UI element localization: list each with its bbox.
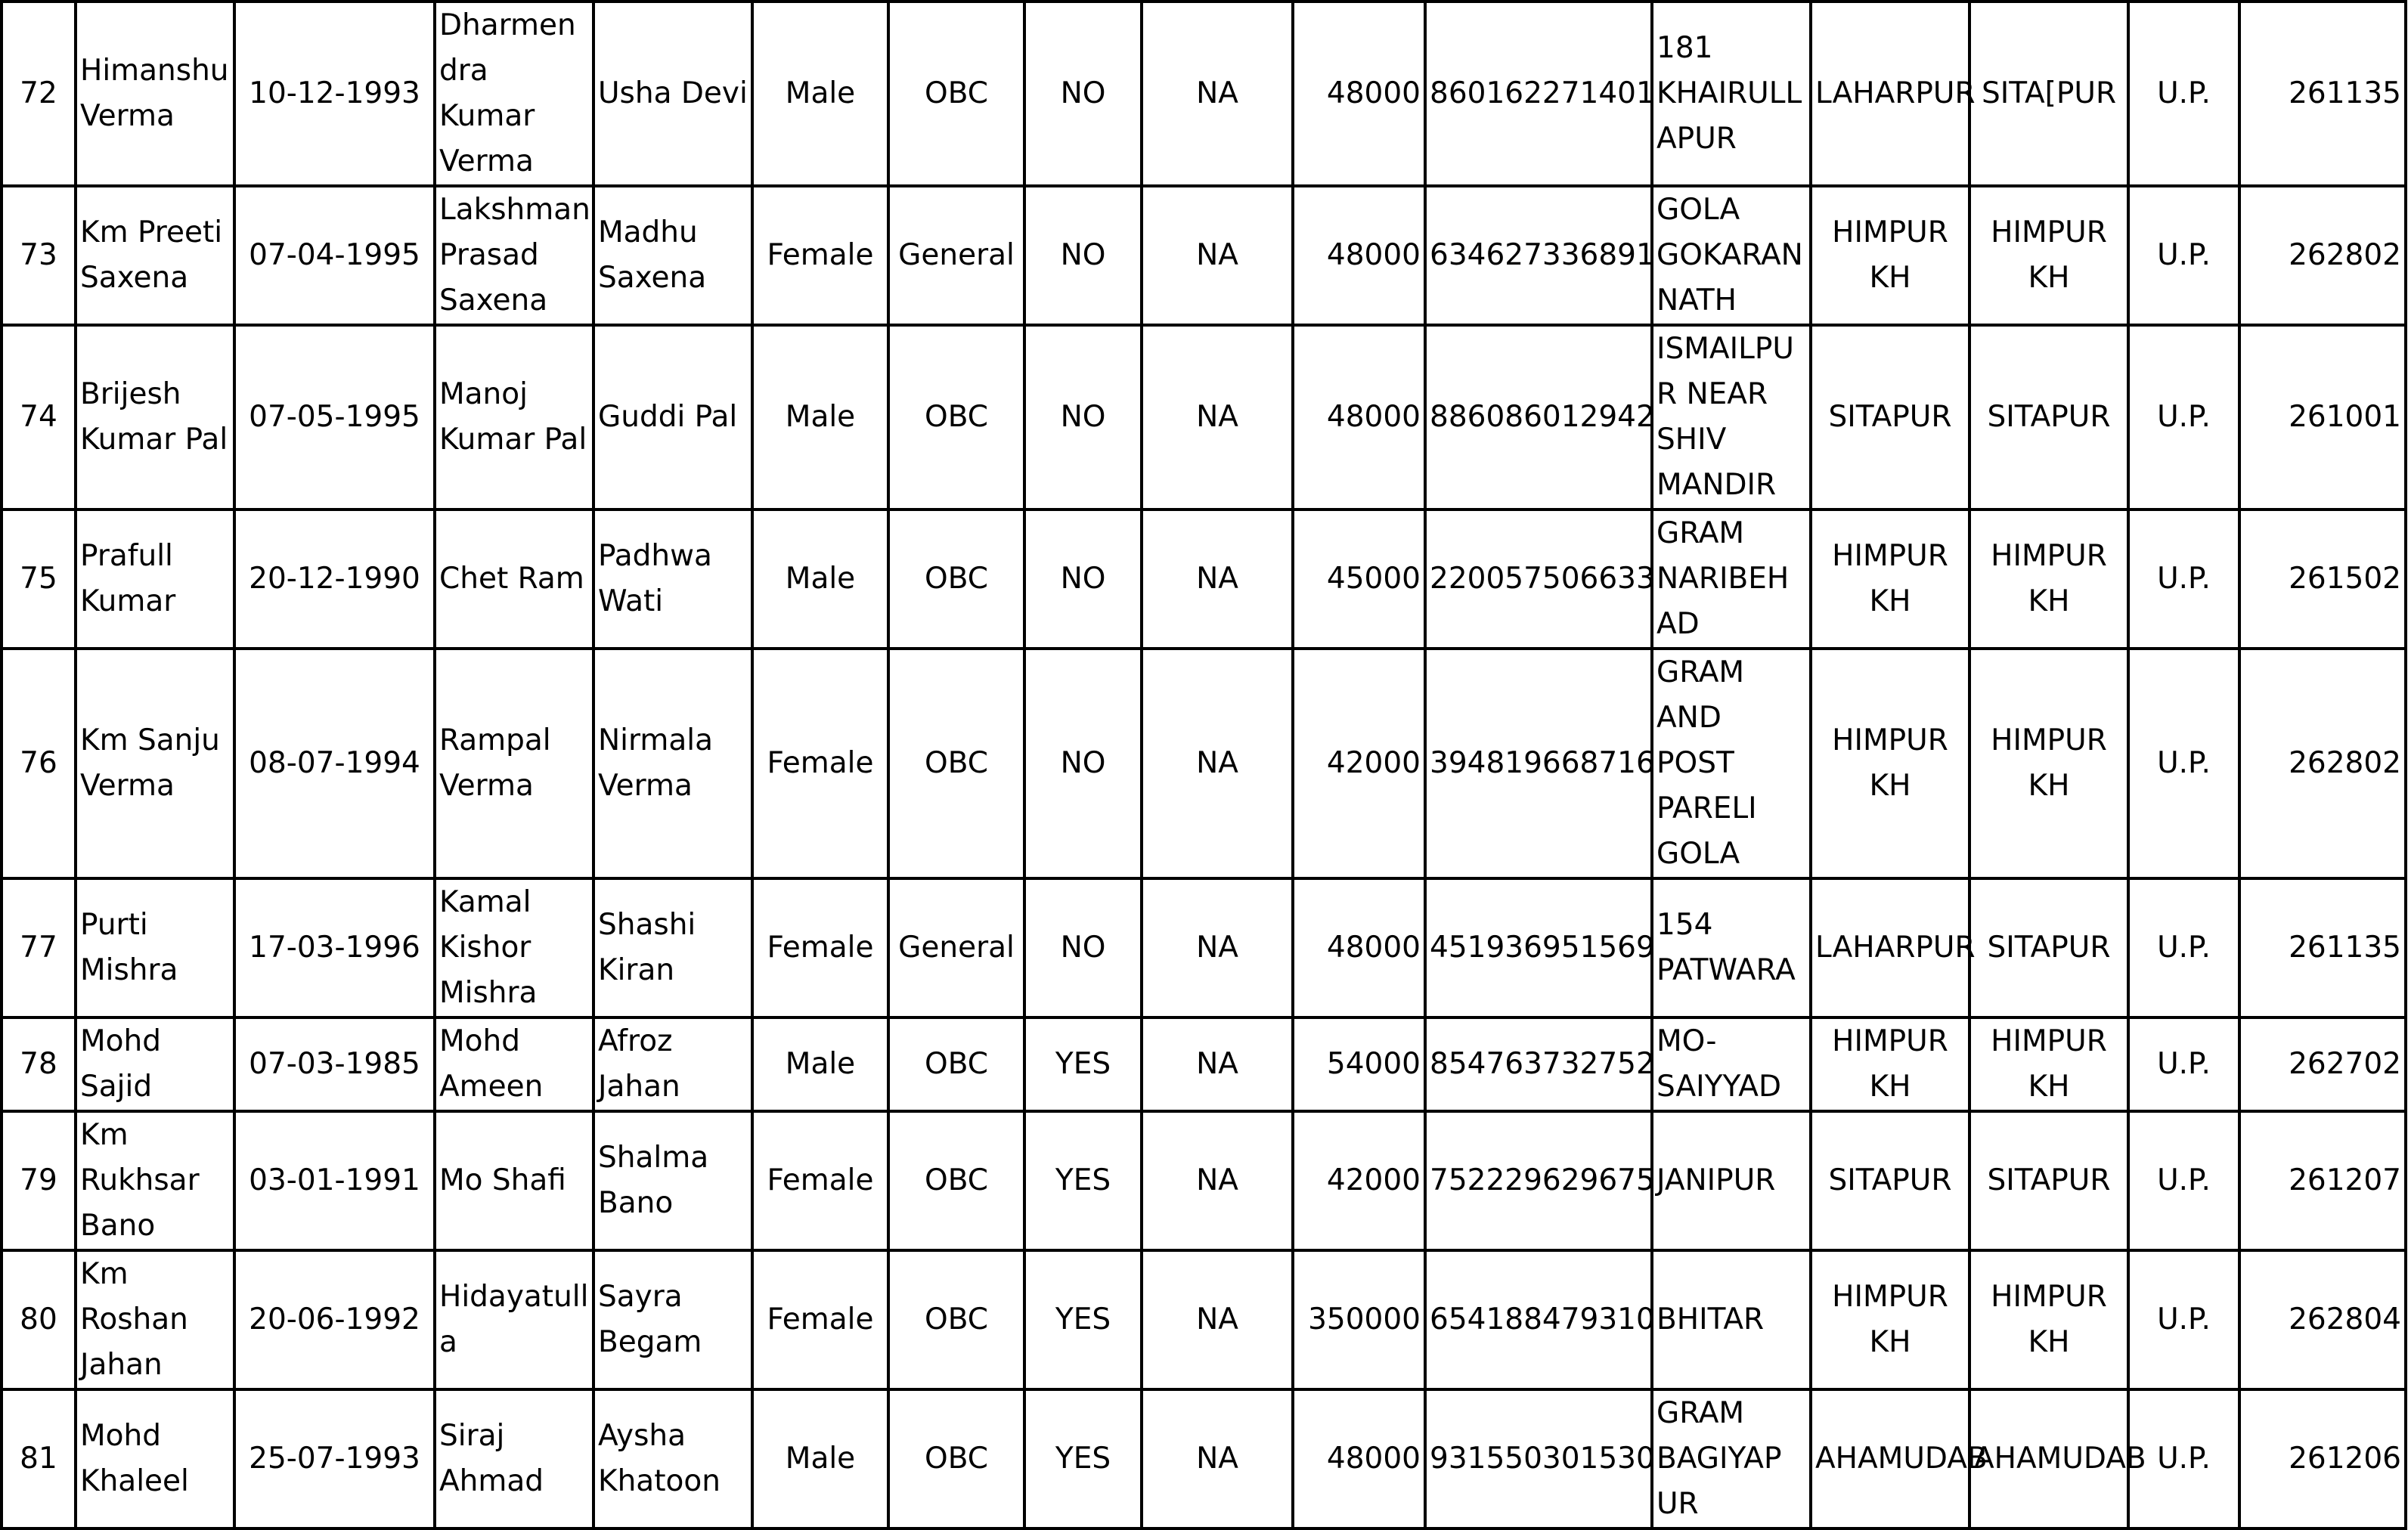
minority-cell: YES <box>1024 1017 1142 1111</box>
student-name-cell: Prafull Kumar <box>76 509 234 649</box>
minority-cell: YES <box>1024 1111 1142 1250</box>
district-cell: SITAPUR <box>1969 325 2128 509</box>
pincode-cell: 261207 <box>2239 1111 2406 1250</box>
minority-cell: YES <box>1024 1250 1142 1389</box>
pincode-cell: 261135 <box>2239 878 2406 1017</box>
minority-cell: NO <box>1024 878 1142 1017</box>
gender-cell: Male <box>752 325 888 509</box>
state-cell: U.P. <box>2128 1389 2239 1528</box>
category-cell: General <box>888 186 1024 325</box>
district-cell: AHAMUDAB <box>1969 1389 2128 1528</box>
father-name-cell: Dharmen dra Kumar Verma <box>435 2 593 186</box>
income-cell: 42000 <box>1293 649 1425 878</box>
date-of-birth-cell: 20-06-1992 <box>234 1250 435 1389</box>
aadhaar-number-cell: 752229629675 <box>1425 1111 1652 1250</box>
tehsil-cell: HIMPUR KH <box>1811 509 1969 649</box>
mother-name-cell: Shashi Kiran <box>593 878 752 1017</box>
table-row <box>2 1389 2406 1528</box>
father-name-cell: Siraj Ahmad <box>435 1389 593 1528</box>
father-name-cell: Hidayatull a <box>435 1250 593 1389</box>
table-row <box>2 325 2406 509</box>
mother-name-cell: Sayra Begam <box>593 1250 752 1389</box>
state-cell: U.P. <box>2128 186 2239 325</box>
student-name-cell: Km Roshan Jahan <box>76 1250 234 1389</box>
gender-cell: Female <box>752 878 888 1017</box>
date-of-birth-cell: 03-01-1991 <box>234 1111 435 1250</box>
state-cell: U.P. <box>2128 2 2239 186</box>
table-row <box>2 2 2406 186</box>
tehsil-cell: AHAMUDAB <box>1811 1389 1969 1528</box>
tehsil-cell: HIMPUR KH <box>1811 1250 1969 1389</box>
disability-cell: NA <box>1142 878 1293 1017</box>
category-cell: OBC <box>888 509 1024 649</box>
pincode-cell: 262702 <box>2239 1017 2406 1111</box>
date-of-birth-cell: 07-04-1995 <box>234 186 435 325</box>
category-cell: OBC <box>888 1389 1024 1528</box>
gender-cell: Male <box>752 2 888 186</box>
table-row <box>2 649 2406 878</box>
category-cell: OBC <box>888 649 1024 878</box>
minority-cell: YES <box>1024 1389 1142 1528</box>
tehsil-cell: LAHARPUR <box>1811 878 1969 1017</box>
student-name-cell: Mohd Khaleel <box>76 1389 234 1528</box>
disability-cell: NA <box>1142 2 1293 186</box>
date-of-birth-cell: 07-05-1995 <box>234 325 435 509</box>
district-cell: HIMPUR KH <box>1969 1017 2128 1111</box>
address-cell: 181 KHAIRULL APUR <box>1652 2 1811 186</box>
disability-cell: NA <box>1142 1017 1293 1111</box>
address-cell: GRAM AND POST PARELI GOLA <box>1652 649 1811 878</box>
category-cell: OBC <box>888 1111 1024 1250</box>
table-body <box>2 2 2406 1528</box>
gender-cell: Male <box>752 1017 888 1111</box>
district-cell: SITAPUR <box>1969 878 2128 1017</box>
student-name-cell: Himanshu Verma <box>76 2 234 186</box>
address-cell: 154 PATWARA <box>1652 878 1811 1017</box>
district-cell: HIMPUR KH <box>1969 186 2128 325</box>
aadhaar-number-cell: 886086012942 <box>1425 325 1652 509</box>
student-name-cell: Km Sanju Verma <box>76 649 234 878</box>
district-cell: HIMPUR KH <box>1969 1250 2128 1389</box>
income-cell: 42000 <box>1293 1111 1425 1250</box>
pincode-cell: 261001 <box>2239 325 2406 509</box>
gender-cell: Male <box>752 1389 888 1528</box>
minority-cell: NO <box>1024 186 1142 325</box>
income-cell: 48000 <box>1293 186 1425 325</box>
father-name-cell: Lakshman Prasad Saxena <box>435 186 593 325</box>
serial-number-cell: 74 <box>2 325 76 509</box>
category-cell: OBC <box>888 2 1024 186</box>
minority-cell: NO <box>1024 509 1142 649</box>
serial-number-cell: 76 <box>2 649 76 878</box>
disability-cell: NA <box>1142 649 1293 878</box>
minority-cell: NO <box>1024 2 1142 186</box>
address-cell: GRAM NARIBEH AD <box>1652 509 1811 649</box>
date-of-birth-cell: 07-03-1985 <box>234 1017 435 1111</box>
income-cell: 350000 <box>1293 1250 1425 1389</box>
mother-name-cell: Nirmala Verma <box>593 649 752 878</box>
aadhaar-number-cell: 451936951569 <box>1425 878 1652 1017</box>
mother-name-cell: Padhwa Wati <box>593 509 752 649</box>
address-cell: MO- SAIYYAD <box>1652 1017 1811 1111</box>
district-cell: HIMPUR KH <box>1969 649 2128 878</box>
district-cell: HIMPUR KH <box>1969 509 2128 649</box>
income-cell: 48000 <box>1293 878 1425 1017</box>
date-of-birth-cell: 08-07-1994 <box>234 649 435 878</box>
tehsil-cell: HIMPUR KH <box>1811 649 1969 878</box>
disability-cell: NA <box>1142 325 1293 509</box>
minority-cell: NO <box>1024 649 1142 878</box>
aadhaar-number-cell: 931550301530 <box>1425 1389 1652 1528</box>
address-cell: GOLA GOKARAN NATH <box>1652 186 1811 325</box>
serial-number-cell: 73 <box>2 186 76 325</box>
serial-number-cell: 75 <box>2 509 76 649</box>
mother-name-cell: Madhu Saxena <box>593 186 752 325</box>
date-of-birth-cell: 25-07-1993 <box>234 1389 435 1528</box>
tehsil-cell: HIMPUR KH <box>1811 1017 1969 1111</box>
aadhaar-number-cell: 634627336891 <box>1425 186 1652 325</box>
minority-cell: NO <box>1024 325 1142 509</box>
aadhaar-number-cell: 220057506633 <box>1425 509 1652 649</box>
state-cell: U.P. <box>2128 1111 2239 1250</box>
student-name-cell: Purti Mishra <box>76 878 234 1017</box>
district-cell: SITA[PUR <box>1969 2 2128 186</box>
serial-number-cell: 81 <box>2 1389 76 1528</box>
state-cell: U.P. <box>2128 325 2239 509</box>
serial-number-cell: 72 <box>2 2 76 186</box>
address-cell: BHITAR <box>1652 1250 1811 1389</box>
father-name-cell: Mohd Ameen <box>435 1017 593 1111</box>
disability-cell: NA <box>1142 1111 1293 1250</box>
tehsil-cell: SITAPUR <box>1811 325 1969 509</box>
pincode-cell: 262802 <box>2239 186 2406 325</box>
state-cell: U.P. <box>2128 1250 2239 1389</box>
income-cell: 45000 <box>1293 509 1425 649</box>
date-of-birth-cell: 20-12-1990 <box>234 509 435 649</box>
table-row <box>2 1111 2406 1250</box>
disability-cell: NA <box>1142 186 1293 325</box>
gender-cell: Female <box>752 1250 888 1389</box>
state-cell: U.P. <box>2128 878 2239 1017</box>
pincode-cell: 262804 <box>2239 1250 2406 1389</box>
state-cell: U.P. <box>2128 649 2239 878</box>
mother-name-cell: Afroz Jahan <box>593 1017 752 1111</box>
table-row <box>2 509 2406 649</box>
gender-cell: Female <box>752 186 888 325</box>
father-name-cell: Kamal Kishor Mishra <box>435 878 593 1017</box>
table-row <box>2 1017 2406 1111</box>
aadhaar-number-cell: 654188479310 <box>1425 1250 1652 1389</box>
table-row <box>2 186 2406 325</box>
serial-number-cell: 80 <box>2 1250 76 1389</box>
serial-number-cell: 79 <box>2 1111 76 1250</box>
gender-cell: Female <box>752 649 888 878</box>
aadhaar-number-cell: 854763732752 <box>1425 1017 1652 1111</box>
category-cell: OBC <box>888 1250 1024 1389</box>
father-name-cell: Mo Shafi <box>435 1111 593 1250</box>
pincode-cell: 261502 <box>2239 509 2406 649</box>
student-name-cell: Km Preeti Saxena <box>76 186 234 325</box>
category-cell: OBC <box>888 325 1024 509</box>
income-cell: 48000 <box>1293 1389 1425 1528</box>
category-cell: OBC <box>888 1017 1024 1111</box>
district-cell: SITAPUR <box>1969 1111 2128 1250</box>
disability-cell: NA <box>1142 1389 1293 1528</box>
father-name-cell: Rampal Verma <box>435 649 593 878</box>
state-cell: U.P. <box>2128 509 2239 649</box>
address-cell: JANIPUR <box>1652 1111 1811 1250</box>
disability-cell: NA <box>1142 1250 1293 1389</box>
date-of-birth-cell: 17-03-1996 <box>234 878 435 1017</box>
mother-name-cell: Usha Devi <box>593 2 752 186</box>
tehsil-cell: HIMPUR KH <box>1811 186 1969 325</box>
income-cell: 48000 <box>1293 325 1425 509</box>
address-cell: GRAM BAGIYAP UR <box>1652 1389 1811 1528</box>
income-cell: 54000 <box>1293 1017 1425 1111</box>
pincode-cell: 261135 <box>2239 2 2406 186</box>
state-cell: U.P. <box>2128 1017 2239 1111</box>
aadhaar-number-cell: 394819668716 <box>1425 649 1652 878</box>
aadhaar-number-cell: 860162271401 <box>1425 2 1652 186</box>
pincode-cell: 262802 <box>2239 649 2406 878</box>
gender-cell: Male <box>752 509 888 649</box>
father-name-cell: Manoj Kumar Pal <box>435 325 593 509</box>
student-name-cell: Mohd Sajid <box>76 1017 234 1111</box>
category-cell: General <box>888 878 1024 1017</box>
mother-name-cell: Guddi Pal <box>593 325 752 509</box>
income-cell: 48000 <box>1293 2 1425 186</box>
student-name-cell: Km Rukhsar Bano <box>76 1111 234 1250</box>
address-cell: ISMAILPU R NEAR SHIV MANDIR <box>1652 325 1811 509</box>
date-of-birth-cell: 10-12-1993 <box>234 2 435 186</box>
tehsil-cell: LAHARPUR <box>1811 2 1969 186</box>
student-name-cell: Brijesh Kumar Pal <box>76 325 234 509</box>
table-row <box>2 878 2406 1017</box>
table-row <box>2 1250 2406 1389</box>
gender-cell: Female <box>752 1111 888 1250</box>
pincode-cell: 261206 <box>2239 1389 2406 1528</box>
serial-number-cell: 78 <box>2 1017 76 1111</box>
disability-cell: NA <box>1142 509 1293 649</box>
serial-number-cell: 77 <box>2 878 76 1017</box>
father-name-cell: Chet Ram <box>435 509 593 649</box>
mother-name-cell: Shalma Bano <box>593 1111 752 1250</box>
tehsil-cell: SITAPUR <box>1811 1111 1969 1250</box>
mother-name-cell: Aysha Khatoon <box>593 1389 752 1528</box>
